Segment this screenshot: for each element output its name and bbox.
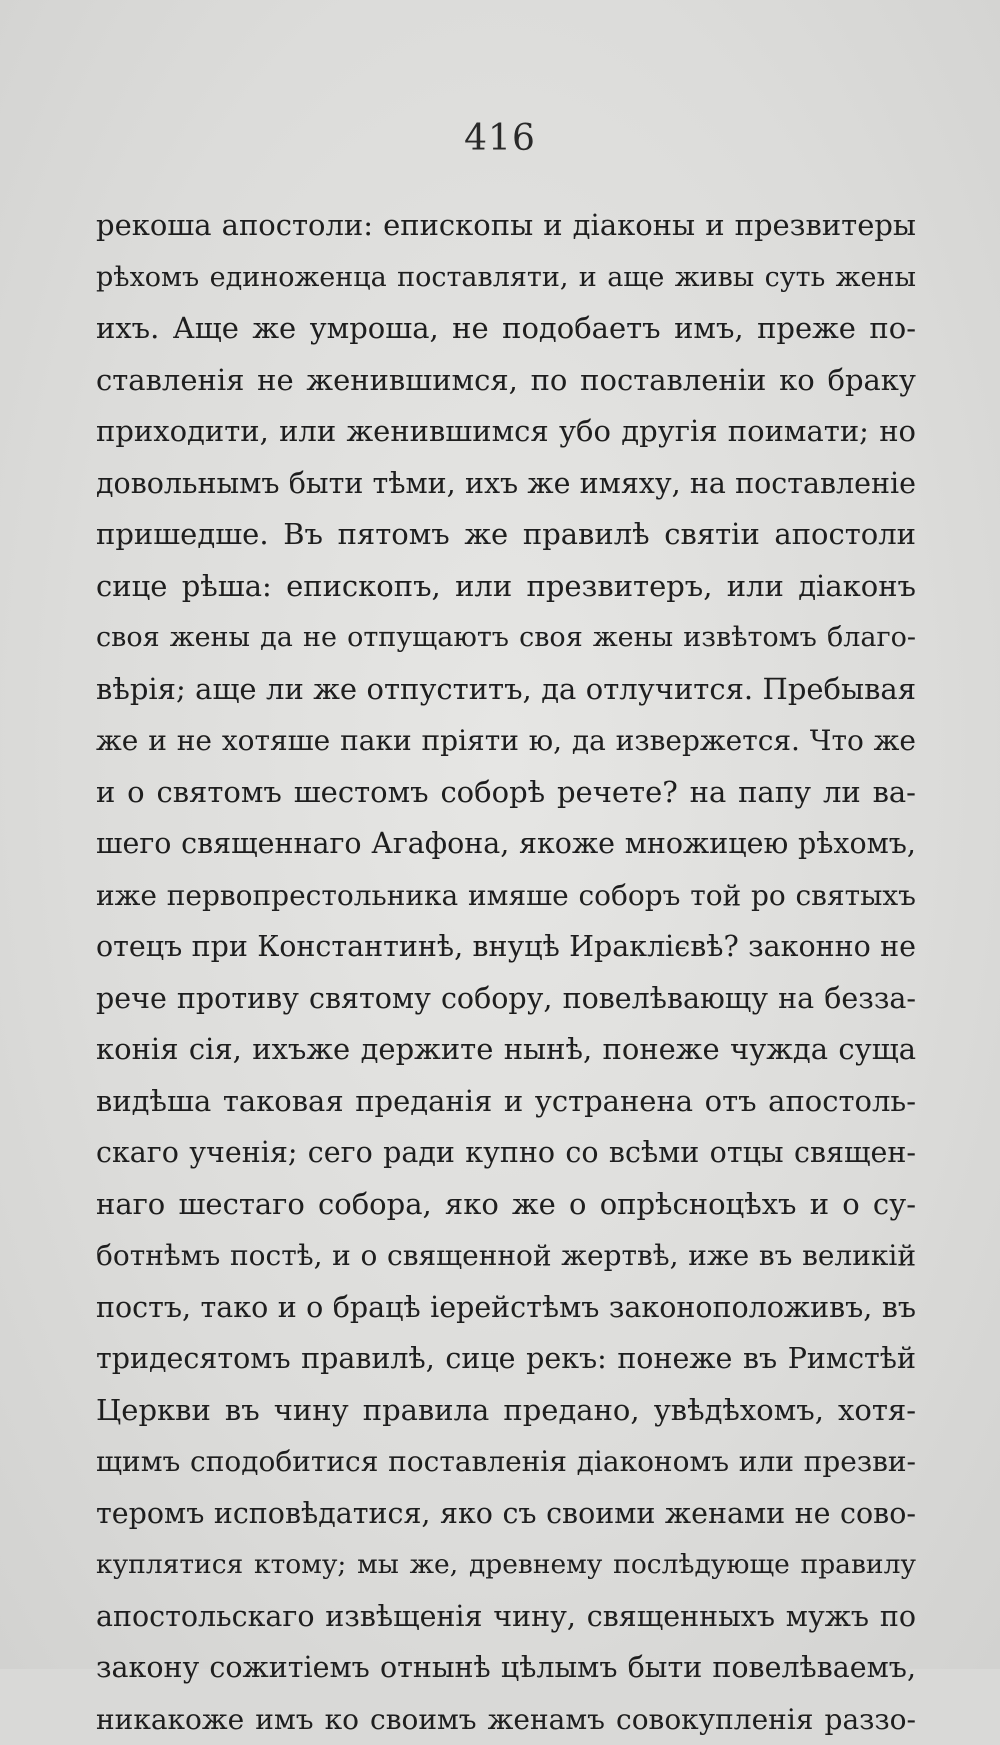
text-line: апостольскаго извѣщенія чину, священныхъ мужъ по xyxy=(96,1591,916,1643)
text-line: довольнымъ быти тѣми, ихъ же имяху, на поставленіе xyxy=(96,458,916,510)
text-line: пришедше. Въ пятомъ же правилѣ святіи апостоли xyxy=(96,509,916,561)
text-line: рече противу святому собору, повелѣвающу на безза- xyxy=(96,973,916,1025)
text-line: видѣша таковая преданія и устранена отъ апостоль- xyxy=(96,1076,916,1128)
text-line: щимъ сподобитися поставленія діакономъ или презви- xyxy=(96,1436,916,1488)
text-line: рекоша апостоли: епископы и діаконы и презвитеры xyxy=(96,200,916,252)
text-line: своя жены да не отпущаютъ своя жены извѣтомъ благо- xyxy=(96,612,916,664)
page-number: 416 xyxy=(0,118,1000,159)
text-line: никакоже имъ ко своимъ женамъ совокупленія раззо- xyxy=(96,1694,916,1745)
text-line: Церкви въ чину правила предано, увѣдѣхомъ, хотя- xyxy=(96,1385,916,1437)
text-line: куплятися ктому; мы же, древнему послѣдующе правилу xyxy=(96,1539,916,1591)
text-line: вѣрія; аще ли же отпуститъ, да отлучится. Пребывая xyxy=(96,664,916,716)
text-line: наго шестаго собора, яко же о опрѣсноцѣхъ и о су- xyxy=(96,1179,916,1231)
text-line: иже первопрестольника имяше соборъ той ро святыхъ xyxy=(96,870,916,922)
text-line: конія сія, ихъже держите нынѣ, понеже чужда суща xyxy=(96,1024,916,1076)
text-line: скаго ученія; сего ради купно со всѣми отцы священ- xyxy=(96,1127,916,1179)
text-line: рѣхомъ единоженца поставляти, и аще живы суть жены xyxy=(96,252,916,304)
text-line: и о святомъ шестомъ соборѣ речете? на папу ли ва- xyxy=(96,767,916,819)
text-line: ставленія не женившимся, по поставленіи ко браку xyxy=(96,355,916,407)
text-line: приходити, или женившимся убо другія поимати; но xyxy=(96,406,916,458)
text-line: ботнѣмъ постѣ, и о священной жертвѣ, иже въ великій xyxy=(96,1230,916,1282)
text-line: тридесятомъ правилѣ, сице рекъ: понеже въ Римстѣй xyxy=(96,1333,916,1385)
text-line: теромъ исповѣдатися, яко съ своими женами не сово- xyxy=(96,1488,916,1540)
text-line: закону сожитіемъ отнынѣ цѣлымъ быти повелѣваемъ, xyxy=(96,1642,916,1694)
text-line: ихъ. Аще же умроша, не подобаетъ имъ, преже по- xyxy=(96,303,916,355)
text-line: постъ, тако и о брацѣ іерейстѣмъ законоположивъ, въ xyxy=(96,1282,916,1334)
body-text xyxy=(96,200,916,1745)
text-line: сице рѣша: епископъ, или презвитеръ, или діаконъ xyxy=(96,561,916,613)
text-line: отецъ при Константинѣ, внуцѣ Ираклієвѣ? законно не xyxy=(96,921,916,973)
text-line: шего священнаго Агафона, якоже множицею рѣхомъ, xyxy=(96,818,916,870)
text-line: же и не хотяше паки пріяти ю, да извержется. Что же xyxy=(96,715,916,767)
